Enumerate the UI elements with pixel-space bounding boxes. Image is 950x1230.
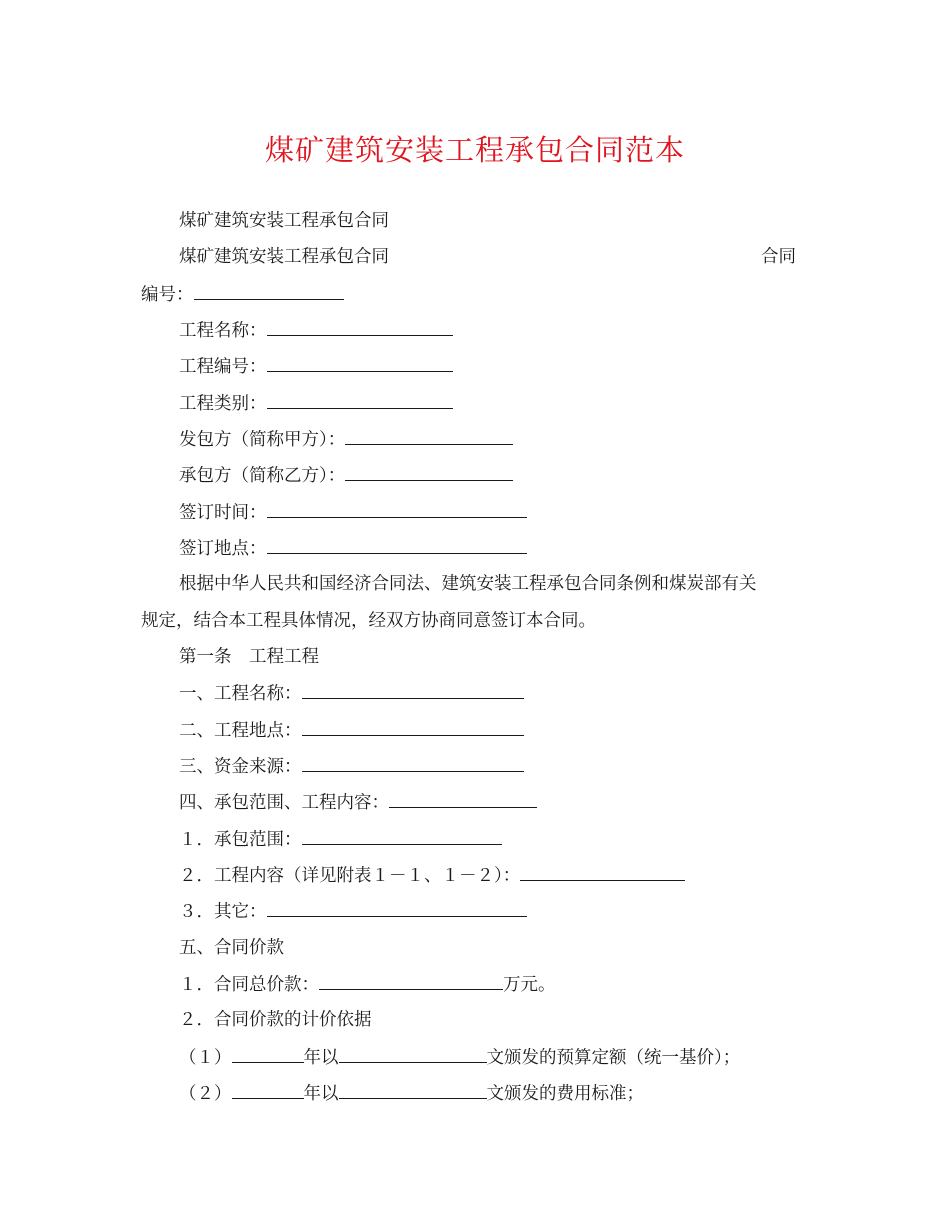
paragraph-1-line-2: 规定，结合本工程具体情况，经双方协商同意签订本合同。 [141, 611, 596, 631]
contract-no-label: 编号： [141, 285, 194, 305]
a1-fund-label: 三、资金来源： [179, 757, 302, 777]
header-left: 煤矿建筑安装工程承包合同 [179, 247, 389, 267]
basis-1-number: （１） [179, 1048, 232, 1068]
sign-time-blank[interactable] [267, 500, 527, 518]
document-title: 煤矿建筑安装工程承包合同范本 [264, 133, 685, 167]
scope-1-label: １．承包范围： [179, 830, 302, 850]
price-1-label: １．合同总价款： [179, 975, 319, 995]
sign-time-line [179, 500, 527, 525]
project-no-line [179, 354, 453, 379]
contract-no-line [141, 282, 344, 307]
a1-place-blank[interactable] [302, 718, 524, 736]
party-b-label: 承包方（简称乙方）： [179, 466, 346, 486]
project-type-label: 工程类别： [179, 394, 267, 414]
contract-no-blank[interactable] [194, 282, 344, 300]
project-name-blank[interactable] [267, 318, 453, 336]
scope-2-line [179, 863, 685, 888]
basis-2-end: 文颁发的费用标准； [486, 1084, 644, 1104]
a1-scope-line [179, 790, 537, 815]
project-no-label: 工程编号： [179, 357, 267, 377]
project-type-blank[interactable] [267, 391, 453, 409]
subtitle: 煤矿建筑安装工程承包合同 [179, 211, 389, 231]
scope-3-blank[interactable] [267, 899, 527, 917]
header-right: 合同 [761, 247, 796, 267]
price-heading: 五、合同价款 [179, 938, 284, 958]
sign-place-line [179, 536, 527, 561]
basis-2-line [179, 1081, 644, 1106]
party-b-line [179, 463, 513, 488]
scope-2-blank[interactable] [520, 863, 685, 881]
scope-3-line [179, 899, 527, 924]
sign-time-label: 签订时间： [179, 503, 267, 523]
basis-2-number: （２） [179, 1084, 232, 1104]
basis-1-doc-blank[interactable] [339, 1045, 487, 1063]
scope-1-line [179, 827, 502, 852]
project-name-line [179, 318, 453, 343]
basis-2-mid: 年以 [303, 1084, 339, 1104]
a1-name-blank[interactable] [302, 681, 524, 699]
paragraph-1-line-1: 根据中华人民共和国经济合同法、建筑安装工程承包合同条例和煤炭部有关 [179, 574, 757, 594]
basis-1-line [179, 1045, 740, 1070]
party-a-label: 发包方（简称甲方）： [179, 430, 346, 450]
price-1-unit: 万元。 [503, 975, 556, 995]
basis-1-year-blank[interactable] [232, 1045, 304, 1063]
party-b-blank[interactable] [345, 463, 513, 481]
a1-scope-blank[interactable] [389, 790, 537, 808]
scope-2-label: ２．工程内容（详见附表１－１、１－２）： [179, 866, 521, 886]
a1-name-label: 一、工程名称： [179, 684, 302, 704]
party-a-blank[interactable] [345, 427, 513, 445]
article-1-heading: 第一条 工程工程 [179, 647, 319, 667]
scope-3-label: ３．其它： [179, 902, 267, 922]
basis-2-year-blank[interactable] [232, 1081, 304, 1099]
basis-2-doc-blank[interactable] [339, 1081, 487, 1099]
sign-place-blank[interactable] [267, 536, 527, 554]
basis-1-mid: 年以 [303, 1048, 339, 1068]
price-1-blank[interactable] [319, 972, 503, 990]
a1-fund-blank[interactable] [302, 754, 524, 772]
project-name-label: 工程名称： [179, 321, 267, 341]
a1-scope-label: 四、承包范围、工程内容： [179, 793, 389, 813]
a1-place-label: 二、工程地点： [179, 721, 302, 741]
price-1-line [179, 972, 556, 997]
scope-1-blank[interactable] [302, 827, 502, 845]
a1-fund-line [179, 754, 524, 779]
basis-1-end: 文颁发的预算定额（统一基价）； [486, 1048, 741, 1068]
sign-place-label: 签订地点： [179, 539, 267, 559]
project-type-line [179, 391, 453, 416]
a1-place-line [179, 718, 524, 743]
a1-name-line [179, 681, 524, 706]
party-a-line [179, 427, 513, 452]
project-no-blank[interactable] [267, 354, 453, 372]
price-2-line: ２．合同价款的计价依据 [179, 1010, 372, 1030]
